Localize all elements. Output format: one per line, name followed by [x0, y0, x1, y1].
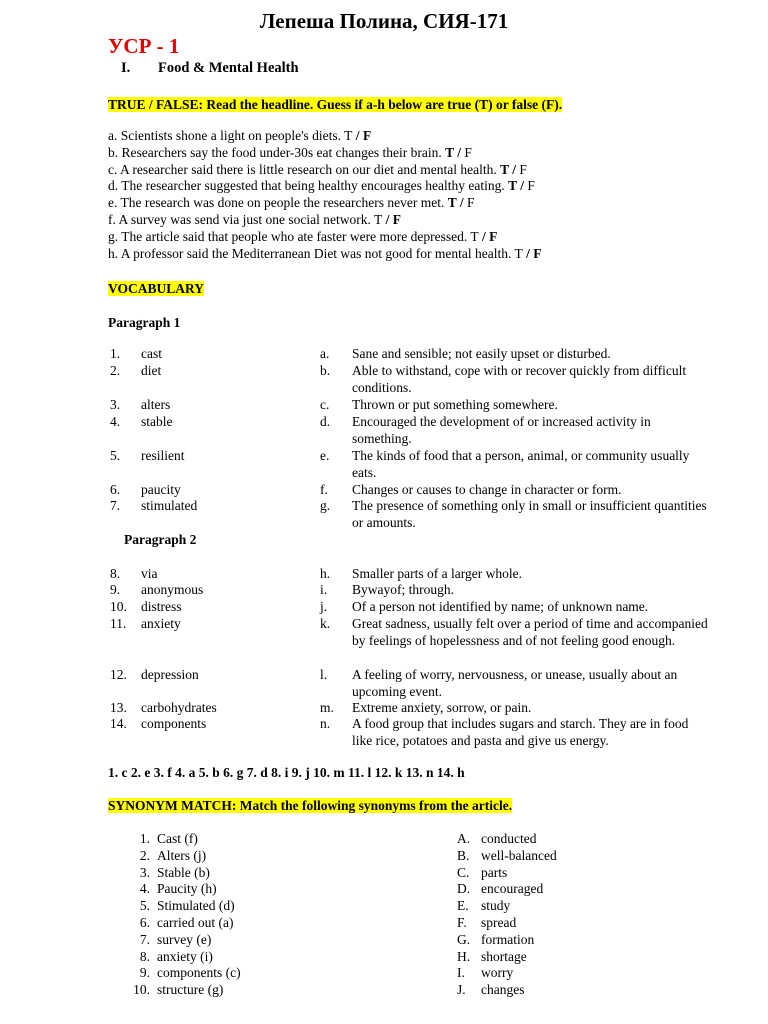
vocabulary-term: paucity	[141, 482, 181, 497]
section-number: I.	[121, 60, 131, 76]
definition-text: Great sadness, usually felt over a period of time and accompanied by feelings of hopelessness and of not feeling good enough.	[352, 616, 708, 648]
synonym-word: structure (g)	[157, 982, 224, 998]
match-word: worry	[481, 965, 514, 981]
false-option: F	[362, 128, 372, 143]
definition-letter: c.	[320, 397, 330, 412]
vocabulary-term: stimulated	[141, 498, 198, 513]
synonym-word: Stable (b)	[157, 864, 210, 880]
synonym-word: components (c)	[157, 965, 241, 981]
vocabulary-number: 7.	[110, 498, 121, 513]
synonym-number: 4.	[139, 881, 150, 897]
definition-text: Smaller parts of a larger whole.	[352, 566, 522, 581]
synonym-word: Stimulated (d)	[157, 898, 235, 914]
statement-text: e. The research was done on people the researchers never met.	[108, 195, 448, 211]
statement-text: f. A survey was send via just one social network.	[108, 211, 374, 227]
vocabulary-answers: 1. c 2. e 3. f 4. a 5. b 6. g 7. d 8. i 9. j 10. m 11. l 12. k 13. n 14. h	[108, 765, 465, 780]
option-separator: /	[508, 161, 520, 177]
match-word: parts	[481, 864, 508, 880]
true-option: T	[373, 211, 383, 227]
section-title: Food & Mental Health	[158, 60, 299, 76]
vocabulary-term: stable	[141, 414, 173, 429]
match-letter: J.	[457, 982, 466, 998]
synonym-number: 6.	[139, 915, 150, 930]
synonym-number: 5.	[139, 898, 150, 914]
definition-text: The presence of something only in small or insufficient quantities or amounts.	[352, 498, 707, 530]
match-word: changes	[481, 982, 525, 998]
vocabulary-number: 11.	[110, 616, 127, 631]
definition-letter: k.	[320, 616, 331, 631]
statement-text: c. A researcher said there is little research on our diet and mental health.	[108, 161, 501, 177]
definition-letter: n.	[320, 716, 331, 731]
synonym-word: Alters (j)	[157, 847, 207, 863]
definition-text: A food group that includes sugars and starch. They are in food like rice, potatoes and pasta and give us energy.	[352, 716, 689, 748]
vocabulary-term: components	[141, 716, 207, 731]
statement-text: h. A professor said the Mediterranean Diet was not good for mental health.	[108, 245, 515, 261]
definition-letter: b.	[320, 363, 331, 378]
definition-letter: i.	[320, 582, 328, 597]
definition-letter: d.	[320, 414, 331, 429]
definition-text: A feeling of worry, nervousness, or unease, usually about an upcoming event.	[352, 667, 678, 699]
true-option: T	[508, 178, 517, 194]
match-word: conducted	[481, 831, 537, 846]
match-letter: B.	[457, 847, 470, 863]
vocabulary-heading	[108, 281, 204, 297]
match-letter: G.	[457, 931, 471, 947]
synonym-number: 7.	[139, 931, 150, 947]
true-option: T	[470, 228, 479, 244]
true-option: T	[344, 128, 353, 143]
match-letter: H.	[457, 948, 471, 964]
statement-text: b. Researchers say the food under-30s eat changes their brain.	[108, 144, 446, 160]
definition-letter: a.	[320, 346, 330, 361]
option-separator: /	[522, 245, 534, 261]
synonym-number: 9.	[139, 965, 150, 981]
match-word: well-balanced	[481, 847, 557, 863]
synonym-number: 8.	[139, 948, 150, 964]
false-option: F	[519, 161, 527, 177]
match-letter: F.	[457, 915, 467, 930]
definition-letter: j.	[320, 599, 328, 614]
definition-letter: l.	[320, 667, 328, 682]
definition-text: Bywayof; through.	[352, 582, 454, 597]
definition-letter: e.	[320, 448, 330, 463]
vocabulary-number: 12.	[110, 667, 127, 682]
paragraph-1-title: Paragraph 1	[108, 315, 181, 330]
definition-letter: m.	[320, 700, 334, 715]
match-word: spread	[481, 915, 517, 930]
paragraph-2-title: Paragraph 2	[124, 532, 197, 547]
true-option: T	[500, 161, 509, 177]
true-option: T	[514, 245, 523, 261]
match-letter: I.	[457, 965, 465, 981]
option-separator: /	[478, 228, 490, 244]
match-letter: E.	[457, 898, 469, 914]
vocabulary-number: 2.	[110, 363, 121, 378]
true-false-item	[108, 195, 542, 212]
definition-letter: h.	[320, 566, 331, 581]
true-false-item	[108, 162, 542, 179]
author-title: Лепеша Полина, СИЯ-171	[259, 9, 509, 33]
vocabulary-number: 1.	[110, 346, 121, 361]
definition-text: Encouraged the development of or increased activity in something.	[352, 414, 651, 446]
match-word: formation	[481, 931, 535, 947]
definition-text: Able to withstand, cope with or recover quickly from difficult conditions.	[352, 363, 687, 395]
vocabulary-term: cast	[141, 346, 162, 361]
definition-text: The kinds of food that a person, animal, or community usually eats.	[352, 448, 690, 480]
statement-text: a. Scientists shone a light on people's diets.	[108, 128, 345, 143]
vocabulary-number: 6.	[110, 482, 121, 497]
true-false-heading	[108, 97, 562, 113]
section-heading	[121, 60, 299, 77]
false-option: F	[467, 195, 475, 211]
synonym-word: Cast (f)	[157, 831, 198, 846]
synonym-word: survey (e)	[157, 931, 212, 947]
vocabulary-number: 4.	[110, 414, 121, 429]
vocabulary-number: 13.	[110, 700, 127, 715]
true-false-item	[108, 212, 542, 229]
false-option: F	[392, 211, 401, 227]
vocabulary-term: resilient	[141, 448, 185, 463]
true-false-item	[108, 229, 542, 246]
synonym-heading	[108, 798, 512, 814]
true-false-item	[108, 128, 542, 145]
true-false-list	[108, 128, 542, 262]
match-letter: D.	[457, 881, 471, 897]
false-option: F	[489, 228, 498, 244]
vocabulary-term: anxiety	[141, 616, 181, 631]
true-false-heading-text: TRUE / FALSE: Read the headline. Guess if a-h below are true (T) or false (F).	[108, 97, 563, 112]
synonym-heading-text: SYNONYM MATCH: Match the following synonyms from the article.	[108, 798, 513, 813]
definition-letter: f.	[320, 482, 328, 497]
definition-letter: g.	[320, 498, 331, 513]
synonym-number: 10.	[133, 982, 150, 998]
vocabulary-number: 3.	[110, 397, 121, 412]
vocabulary-term: carbohydrates	[141, 700, 217, 715]
match-word: study	[481, 898, 511, 914]
definition-text: Sane and sensible; not easily upset or disturbed.	[352, 346, 611, 361]
synonym-word: carried out (a)	[157, 915, 234, 930]
synonym-word: Paucity (h)	[157, 881, 217, 897]
true-option: T	[445, 144, 454, 160]
true-false-item	[108, 145, 542, 162]
false-option: F	[527, 178, 535, 194]
synonym-number: 3.	[139, 864, 150, 880]
vocabulary-term: via	[141, 566, 158, 581]
synonym-number: 2.	[139, 847, 150, 863]
definition-text: Thrown or put something somewhere.	[352, 397, 558, 412]
option-separator: /	[352, 128, 363, 143]
vocabulary-number: 14.	[110, 716, 127, 731]
vocabulary-number: 8.	[110, 566, 121, 581]
definition-text: Of a person not identified by name; of unknown name.	[352, 599, 649, 614]
vocabulary-term: depression	[141, 667, 199, 682]
true-false-item	[108, 178, 542, 195]
vocabulary-number: 9.	[110, 582, 121, 597]
definition-text: Extreme anxiety, sorrow, or pain.	[352, 700, 532, 715]
vocabulary-term: alters	[141, 397, 171, 412]
true-false-item	[108, 246, 542, 263]
vocabulary-term: diet	[141, 363, 162, 378]
true-option: T	[447, 195, 457, 211]
vocabulary-number: 10.	[110, 599, 127, 614]
statement-text: g. The article said that people who ate faster were more depressed.	[108, 228, 471, 244]
vocabulary-number: 5.	[110, 448, 121, 463]
synonym-number: 1.	[139, 831, 150, 846]
match-word: encouraged	[481, 881, 544, 897]
match-letter: C.	[457, 864, 470, 880]
vocabulary-heading-text: VOCABULARY	[108, 281, 205, 296]
option-separator: /	[456, 195, 467, 211]
vocabulary-term: anonymous	[141, 582, 204, 597]
vocabulary-term: distress	[141, 599, 182, 614]
statement-text: d. The researcher suggested that being healthy encourages healthy eating.	[108, 178, 509, 194]
false-option: F	[533, 245, 542, 261]
assignment-title: УСР - 1	[108, 34, 180, 58]
match-letter: A.	[457, 831, 471, 846]
definition-text: Changes or causes to change in character or form.	[352, 482, 622, 497]
option-separator: /	[382, 211, 393, 227]
option-separator: /	[516, 178, 528, 194]
false-option: F	[464, 144, 472, 160]
option-separator: /	[453, 144, 465, 160]
match-word: shortage	[481, 948, 527, 964]
synonym-word: anxiety (i)	[157, 948, 213, 964]
